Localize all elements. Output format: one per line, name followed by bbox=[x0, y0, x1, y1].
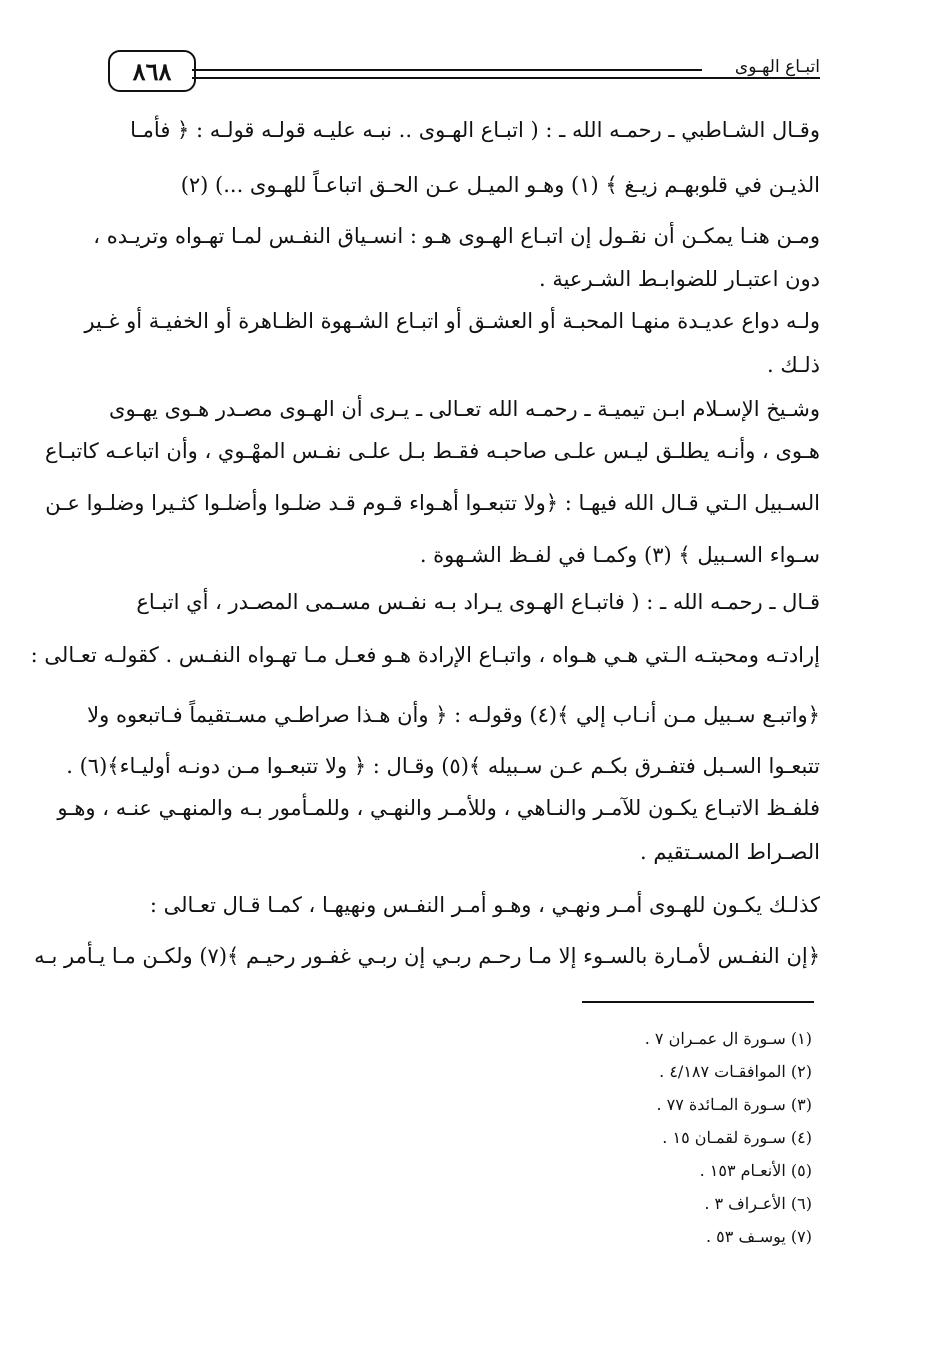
text-line: كذلـك يكـون للهـوى أمـر ونهـي ، وهـو أمـر النفـس ونهيهـا ، كمـا قـال تعـالى : bbox=[149, 893, 820, 917]
body-text bbox=[30, 103, 820, 978]
footnotes bbox=[572, 1022, 812, 1253]
text-line: إرادتـه ومحبتـه الـتي هـي هـواه ، واتبـاع الإرادة هـو فعـل مـا تهـواه النفـس . كقولـه تعـالى : bbox=[30, 643, 820, 667]
text-line: سـواء السـبيل ﴾ (٣) وكمـا في لفـظ الشـهوة . bbox=[419, 543, 820, 567]
footnote-separator bbox=[582, 1001, 814, 1003]
page-number: ٨٦٨ bbox=[108, 50, 196, 92]
text-line: وقـال الشـاطبي ـ رحمـه الله ـ : ( اتبـاع الهـوى .. نبـه عليـه قولـه قولـه : ﴿ فأمـا bbox=[130, 118, 820, 142]
text-line: ﴿واتبـع سـبيل مـن أنـاب إلي ﴾(٤) وقولـه : ﴿ وأن هـذا صراطـي مسـتقيماً فـاتبعوه ولا bbox=[87, 703, 820, 727]
running-title: اتبـاع الهـوى bbox=[704, 57, 820, 77]
footnote-item: (٤) سـورة لقمـان ١٥ . bbox=[662, 1128, 812, 1147]
text-line: هـوى ، وأنـه يطلـق ليـس علـى صاحبـه فقـط بـل علـى نفـس المهْـوي ، وأن اتباعـه كاتبـاع bbox=[45, 439, 820, 463]
text-line: ذلـك . bbox=[767, 353, 820, 377]
text-line: الصـراط المسـتقيم . bbox=[640, 840, 820, 864]
page-header bbox=[108, 46, 820, 96]
text-line: فلفـظ الاتبـاع يكـون للآمـر والنـاهي ، وللأمـر والنهـي ، وللمـأمور بـه والمنهـي عنـه ، وهـو bbox=[57, 796, 820, 820]
footnote-item: (٥) الأنعـام ١٥٣ . bbox=[699, 1161, 812, 1180]
footnote-item: (٢) الموافقـات ٤/١٨٧ . bbox=[659, 1062, 812, 1081]
text-line: وشـيخ الإسـلام ابـن تيميـة ـ رحمـه الله تعـالى ـ يـرى أن الهـوى مصـدر هـوى يهـوى bbox=[109, 397, 820, 421]
text-line: السـبيل الـتي قـال الله فيهـا : ﴿ولا تتبعـوا أهـواء قـوم قـد ضلـوا وأضلـوا كثـيرا وضلـوا عـن bbox=[45, 491, 820, 515]
footnote-item: (٦) الأعـراف ٣ . bbox=[704, 1194, 812, 1213]
text-line: تتبعـوا السـبل فتفـرق بكـم عـن سـبيله ﴾(٥) وقـال : ﴿ ولا تتبعـوا مـن دونـه أوليـاء﴾(٦) . bbox=[66, 754, 820, 778]
header-rule-bottom bbox=[192, 77, 820, 79]
header-rule-top bbox=[192, 69, 702, 71]
footnote-item: (١) سـورة ال عمـران ٧ . bbox=[644, 1029, 812, 1048]
footnote-item: (٣) سـورة المـائدة ٧٧ . bbox=[656, 1095, 812, 1114]
text-line: ﴿إن النفـس لأمـارة بالسـوء إلا مـا رحـم ربـي إن ربـي غفـور رحيـم ﴾(٧) ولكـن مـا يـأمر بـه bbox=[34, 944, 820, 968]
text-line: ومـن هنـا يمكـن أن نقـول إن اتبـاع الهـوى هـو : انسـياق النفـس لمـا تهـواه وتريـده ، bbox=[93, 224, 820, 248]
text-line: ولـه دواع عديـدة منهـا المحبـة أو العشـق أو اتبـاع الشـهوة الظـاهرة أو الخفيـة أو غـير bbox=[84, 309, 820, 333]
text-line: قـال ـ رحمـه الله ـ : ( فاتبـاع الهـوى يـراد بـه نفـس مسـمى المصـدر ، أي اتبـاع bbox=[136, 590, 820, 614]
text-line: دون اعتبـار للضوابـط الشـرعية . bbox=[538, 267, 820, 291]
footnote-item: (٧) يوسـف ٥٣ . bbox=[706, 1227, 812, 1246]
text-line: الذيـن في قلوبهـم زيـغ ﴾ (١) وهـو الميـل عـن الحـق اتباعـاً للهـوى ...) (٢) bbox=[180, 173, 820, 197]
